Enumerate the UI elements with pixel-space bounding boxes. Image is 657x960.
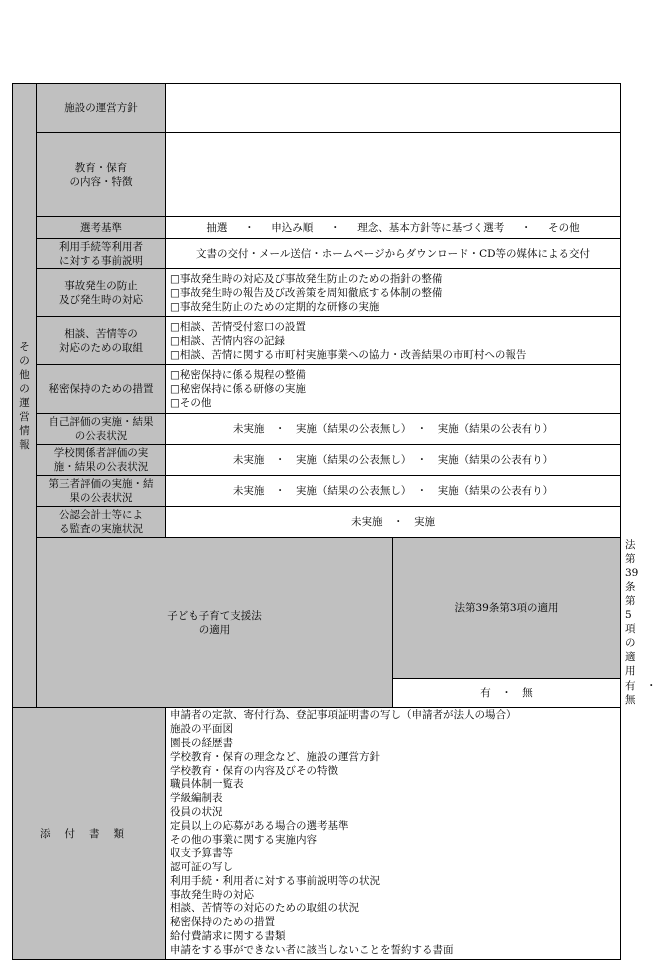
operating-policy-value[interactable] (166, 84, 621, 133)
attachment-item: 相談、苦情等の対応のための取組の状況 (170, 902, 359, 915)
side-label-cell (13, 84, 37, 708)
audit-value[interactable]: 未実施 ・ 実施 (166, 507, 621, 538)
confidentiality-label: 秘密保持のための措置 (37, 365, 166, 414)
selection-options[interactable] (166, 217, 621, 239)
option-separator: ・ (244, 221, 255, 234)
attachment-item: その他の事業に関する実施内容 (170, 833, 317, 846)
row-self-evaluation (13, 414, 621, 445)
self-evaluation-value[interactable]: 未実施 ・ 実施（結果の公表無し） ・ 実施（結果の公表有り） (166, 414, 621, 445)
option-lottery[interactable]: 抽選 (206, 221, 228, 234)
attachment-item: 利用手続・利用者に対する事前説明等の状況 (170, 874, 380, 887)
prior-explanation-label (37, 239, 166, 269)
school-evaluation-label-line1: 学校関係者評価の実 (53, 447, 149, 459)
third-party-evaluation-label-line2: 果の公表状況 (69, 492, 133, 504)
attachment-item: 事故発生時の対応 (170, 888, 254, 901)
checkbox-item[interactable]: □秘密保持に係る研修の実施 (170, 383, 306, 395)
audit-label-line2: る監査の実施状況 (59, 523, 143, 535)
row-education (13, 133, 621, 217)
checkbox-item[interactable]: □事故発生時の報告及び改善策を周知徹底する体制の整備 (170, 286, 443, 299)
row-attachments (13, 708, 621, 960)
option-first-come[interactable]: 申込み順 (271, 221, 314, 234)
education-label-line1: 教育・保育 (74, 161, 128, 174)
row-selection (13, 217, 621, 239)
row-operating-policy (13, 84, 621, 133)
accident-label-line1: 事故発生の防止 (64, 279, 138, 292)
education-label (37, 133, 166, 217)
attachment-item: 学校教育・保育の内容及びその特徴 (170, 764, 338, 777)
row-childcare-law-header: 子ども子育て支援法 の適用 法第39条第3項の適用 法第39条第5項の適用 (13, 538, 621, 679)
row-prior-explanation (13, 239, 621, 269)
self-evaluation-label-line2: の公表状況 (74, 430, 128, 442)
school-evaluation-value[interactable]: 未実施 ・ 実施（結果の公表無し） ・ 実施（結果の公表有り） (166, 445, 621, 476)
checkbox-item[interactable]: □相談、苦情に関する市町村実施事業への協力・改善結果の市町村への報告 (170, 348, 527, 361)
childcare-law-label-line1: 子ども子育て支援法 (167, 609, 262, 622)
education-label-line2: の内容・特徴 (69, 175, 133, 188)
third-party-evaluation-label (37, 476, 166, 507)
row-school-evaluation (13, 445, 621, 476)
article-39-3-header: 法第39条第3項の適用 (393, 538, 621, 679)
childcare-law-label-line2: の適用 (198, 623, 231, 636)
option-philosophy[interactable]: 理念、基本方針等に基づく選考 (357, 221, 505, 234)
attachment-item: 学級編制表 (170, 792, 223, 805)
article-39-3-value[interactable]: 有 ・ 無 (393, 679, 621, 708)
complaints-checklist (166, 317, 621, 365)
attachments-label-cell (13, 708, 166, 960)
checkbox-item[interactable]: □その他 (170, 397, 212, 409)
attachment-item: 収支予算書等 (170, 847, 233, 860)
audit-label (37, 507, 166, 538)
checkbox-item[interactable]: □秘密保持に係る規程の整備 (170, 369, 306, 381)
confidentiality-checklist (166, 365, 621, 414)
attachments-label: 添付書類 (40, 827, 138, 840)
attachments-list (166, 708, 621, 960)
self-evaluation-label-line1: 自己評価の実施・結果 (48, 416, 154, 428)
prior-explanation-label-line1: 利用手続等利用者 (59, 240, 143, 253)
checkbox-item[interactable]: □相談、苦情内容の記録 (170, 334, 285, 347)
prior-explanation-label-line2: に対する事前説明 (59, 254, 143, 267)
attachment-item: 園長の経歴書 (170, 736, 233, 749)
complaints-label-line2: 対応のための取組 (59, 341, 143, 354)
option-separator: ・ (520, 221, 532, 234)
row-confidentiality (13, 365, 621, 414)
education-value[interactable] (166, 133, 621, 217)
attachment-item: 役員の状況 (170, 805, 223, 818)
option-other[interactable]: その他 (548, 221, 580, 234)
prior-explanation-value[interactable]: 文書の交付・メール送信・ホームページからダウンロード・CD等の媒体による交付 (166, 239, 621, 269)
attachment-item: 定員以上の応募がある場合の選考基準 (170, 819, 349, 832)
checkbox-item[interactable]: □事故発生時の対応及び事故発生防止のための指針の整備 (170, 272, 443, 285)
attachment-item: 認可証の写し (170, 861, 233, 874)
row-childcare-law-values: 有 ・ 無 有 ・ 無 (13, 679, 621, 708)
complaints-label-line1: 相談、苦情等の (64, 327, 138, 340)
attachment-item: 職員体制一覧表 (170, 778, 244, 791)
operating-policy-label: 施設の運営方針 (37, 84, 166, 133)
accident-label-line2: 及び発生時の対応 (59, 293, 143, 306)
school-evaluation-label-line2: 施・結果の公表状況 (53, 461, 149, 473)
application-form-table (12, 83, 657, 960)
attachment-item: 申請をする事ができない者に該当しないことを誓約する書面 (170, 943, 454, 956)
attachment-item: 秘密保持のための措置 (170, 916, 275, 929)
third-party-evaluation-label-line1: 第三者評価の実施・結 (48, 478, 154, 490)
row-accident (13, 269, 621, 317)
option-separator: ・ (330, 221, 341, 234)
childcare-law-label (37, 538, 393, 708)
checkbox-item[interactable]: □相談、苦情受付窓口の設置 (170, 320, 306, 333)
complaints-label (37, 317, 166, 365)
attachment-item: 申請者の定款、寄付行為、登記事項証明書の写し（申請者が法人の場合） (170, 709, 517, 722)
third-party-evaluation-value[interactable]: 未実施 ・ 実施（結果の公表無し） ・ 実施（結果の公表有り） (166, 476, 621, 507)
attachment-item: 学校教育・保育の理念など、施設の運営方針 (170, 750, 380, 763)
school-evaluation-label (37, 445, 166, 476)
row-third-party-evaluation (13, 476, 621, 507)
row-complaints (13, 317, 621, 365)
accident-label (37, 269, 166, 317)
self-evaluation-label (37, 414, 166, 445)
audit-label-line1: 公認会計士等によ (59, 509, 143, 521)
checkbox-item[interactable]: □事故発生防止のための定期的な研修の実施 (170, 300, 380, 313)
side-label: その他の運営情報 (19, 340, 30, 451)
attachment-item: 施設の平面図 (170, 723, 233, 736)
selection-label: 選考基準 (37, 217, 166, 239)
attachment-item: 給付費請求に関する書類 (170, 930, 286, 943)
accident-checklist (166, 269, 621, 317)
row-audit (13, 507, 621, 538)
